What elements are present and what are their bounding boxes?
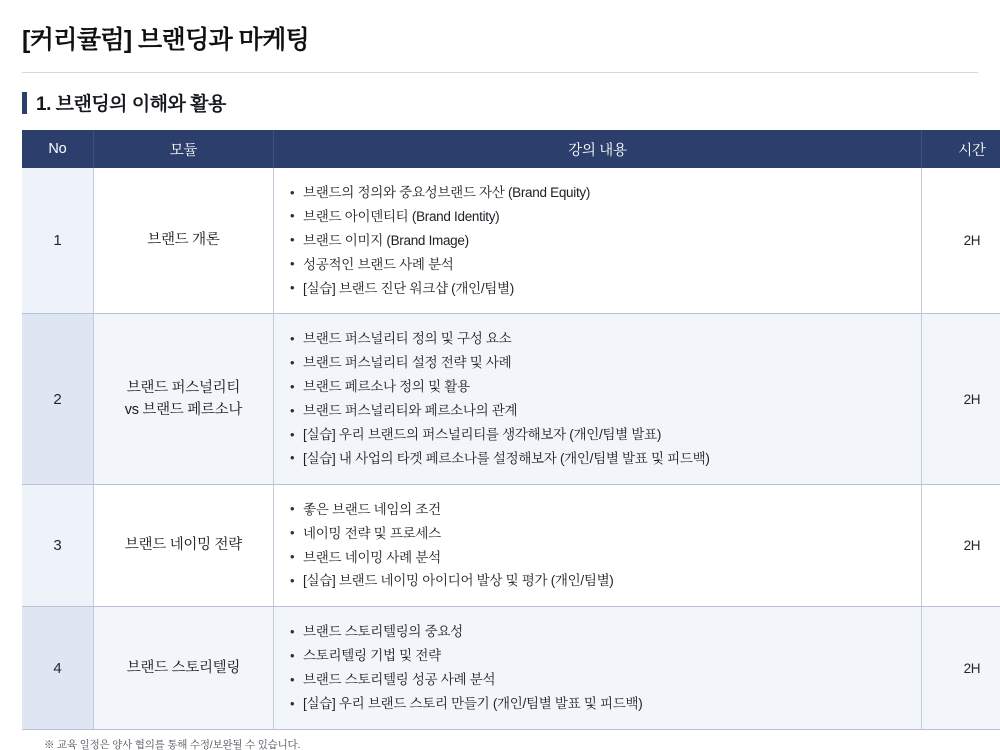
column-header-time: 시간 bbox=[921, 130, 1000, 168]
row-number: 2 bbox=[22, 314, 93, 484]
table-header bbox=[22, 130, 1000, 168]
column-header-no: No bbox=[22, 130, 93, 168]
list-item: • 브랜드 네이밍 사례 분석 bbox=[290, 546, 905, 570]
list-item: • 브랜드 스토리텔링 성공 사례 분석 bbox=[290, 668, 905, 692]
content-bullet-list bbox=[290, 327, 905, 470]
table-row bbox=[22, 314, 1000, 484]
list-item: • [실습] 내 사업의 타겟 페르소나를 설정해보자 (개인/팀별 발표 및 피드백) bbox=[290, 447, 905, 471]
row-content bbox=[274, 168, 922, 314]
list-item: • 브랜드 이미지 (Brand Image) bbox=[290, 229, 905, 253]
table-row bbox=[22, 484, 1000, 607]
list-item: • 브랜드의 정의와 중요성브랜드 자산 (Brand Equity) bbox=[290, 181, 905, 205]
list-item: • 성공적인 브랜드 사례 분석 bbox=[290, 253, 905, 277]
row-duration: 2H bbox=[921, 484, 1000, 607]
list-item: • 브랜드 퍼스널리티 정의 및 구성 요소 bbox=[290, 327, 905, 351]
curriculum-table bbox=[22, 130, 1000, 730]
table-body bbox=[22, 168, 1000, 729]
row-module: 브랜드 개론 bbox=[93, 168, 273, 314]
table-row bbox=[22, 168, 1000, 314]
section-accent-bar bbox=[22, 92, 27, 114]
row-duration: 2H bbox=[921, 168, 1000, 314]
table-header-row bbox=[22, 130, 1000, 168]
section-heading bbox=[22, 89, 1000, 116]
page-title: [커리큘럼] 브랜딩과 마케팅 bbox=[22, 26, 310, 54]
list-item: • [실습] 브랜드 네이밍 아이디어 발상 및 평가 (개인/팀별) bbox=[290, 569, 905, 593]
list-item: • 좋은 브랜드 네임의 조건 bbox=[290, 498, 905, 522]
table-row bbox=[22, 607, 1000, 730]
list-item: • [실습] 브랜드 진단 워크샵 (개인/팀별) bbox=[290, 277, 905, 301]
list-item: • 브랜드 퍼스널리티 설정 전략 및 사례 bbox=[290, 351, 905, 375]
list-item: • 브랜드 아이덴티티 (Brand Identity) bbox=[290, 205, 905, 229]
row-module-line1: 브랜드 퍼스널리티 bbox=[126, 379, 241, 396]
row-module-line2: vs 브랜드 페르소나 bbox=[124, 402, 243, 419]
row-module: 브랜드 네이밍 전략 bbox=[93, 484, 273, 607]
list-item: • 스토리텔링 기법 및 전략 bbox=[290, 644, 905, 668]
row-content bbox=[274, 484, 922, 607]
row-number: 4 bbox=[22, 607, 93, 730]
content-bullet-list bbox=[290, 620, 905, 716]
column-header-module: 모듈 bbox=[93, 130, 273, 168]
row-module bbox=[93, 314, 273, 484]
row-number: 1 bbox=[22, 168, 93, 314]
title-divider bbox=[22, 72, 978, 73]
row-number: 3 bbox=[22, 484, 93, 607]
footnote: ※ 교육 일정은 양사 협의를 통해 수정/보완될 수 있습니다. bbox=[44, 738, 301, 750]
list-item: • [실습] 우리 브랜드 스토리 만들기 (개인/팀별 발표 및 피드백) bbox=[290, 692, 905, 716]
list-item: • [실습] 우리 브랜드의 퍼스널리티를 생각해보자 (개인/팀별 발표) bbox=[290, 423, 905, 447]
list-item: • 브랜드 페르소나 정의 및 활용 bbox=[290, 375, 905, 399]
list-item: • 브랜드 퍼스널리티와 페르소나의 관계 bbox=[290, 399, 905, 423]
row-module: 브랜드 스토리텔링 bbox=[93, 607, 273, 730]
section-title: 1. 브랜딩의 이해와 활용 bbox=[36, 94, 226, 115]
list-item: • 네이밍 전략 및 프로세스 bbox=[290, 522, 905, 546]
content-bullet-list bbox=[290, 498, 905, 594]
column-header-content: 강의 내용 bbox=[274, 130, 922, 168]
row-duration: 2H bbox=[921, 607, 1000, 730]
row-duration: 2H bbox=[921, 314, 1000, 484]
content-bullet-list bbox=[290, 181, 905, 300]
row-content bbox=[274, 607, 922, 730]
row-content bbox=[274, 314, 922, 484]
list-item: • 브랜드 스토리텔링의 중요성 bbox=[290, 620, 905, 644]
